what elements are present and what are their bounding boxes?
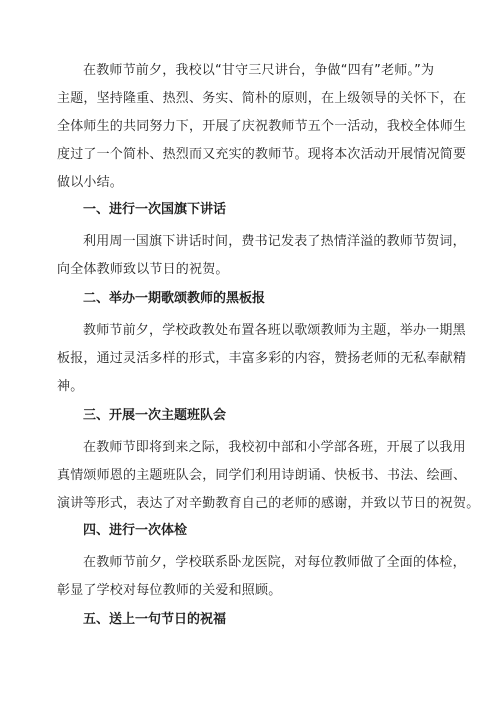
paragraph-line: 真情颂师恩的主题班队会，同学们利用诗朗诵、快板书、书法、绘画、	[57, 468, 467, 483]
section-paragraph-4	[57, 549, 466, 605]
section-paragraph-2	[57, 317, 467, 401]
paragraph-line: 演讲等形式，表达了对辛勤教育自己的老师的感谢，并致以节日的祝贺。	[57, 496, 480, 511]
section-heading-1: 一、进行一次国旗下讲话	[83, 202, 227, 217]
paragraph-line: 板报，通过灵活多样的形式，丰富多彩的内容，赞扬老师的无私奉献精	[57, 351, 467, 366]
section-heading-4: 四、进行一次体检	[83, 523, 188, 538]
intro-line: 度过了一个简朴、热烈而又充实的教师节。现将本次活动开展情况简要	[57, 147, 467, 162]
paragraph-line: 利用周一国旗下讲话时间，费书记发表了热情洋溢的教师节贺词，	[83, 234, 466, 249]
paragraph-line: 彰显了学校对每位教师的关爱和照顾。	[57, 583, 282, 598]
intro-line: 全体师生的共同努力下，开展了庆祝教师节五个一活动，我校全体师生	[57, 119, 467, 134]
section-heading-3: 三、开展一次主题班队会	[83, 408, 227, 423]
paragraph-line: 向全体教师致以节日的祝贺。	[57, 262, 229, 277]
paragraph-line: 在教师节即将到来之际，我校初中部和小学部各班，开展了以我用	[83, 440, 466, 455]
intro-line: 主题，坚持隆重、热烈、务实、简朴的原则，在上级领导的关怀下，在	[57, 91, 467, 106]
intro-line: 在教师节前夕，我校以“甘守三尺讲台，争做“四有”老师。”为	[83, 63, 435, 78]
section-paragraph-1	[57, 228, 466, 284]
intro-paragraph	[57, 57, 467, 197]
paragraph-line: 在教师节前夕，学校联系卧龙医院，对每位教师做了全面的体检，	[83, 555, 466, 570]
section-heading-5: 五、送上一句节日的祝福	[83, 612, 227, 627]
section-paragraph-3	[57, 434, 480, 518]
paragraph-line: 教师节前夕，学校政教处布置各班以歌颂教师为主题，举办一期黑	[83, 323, 466, 338]
paragraph-line: 神。	[57, 379, 84, 394]
section-heading-2: 二、举办一期歌颂教师的黑板报	[83, 291, 266, 306]
intro-line: 做以小结。	[57, 175, 124, 190]
